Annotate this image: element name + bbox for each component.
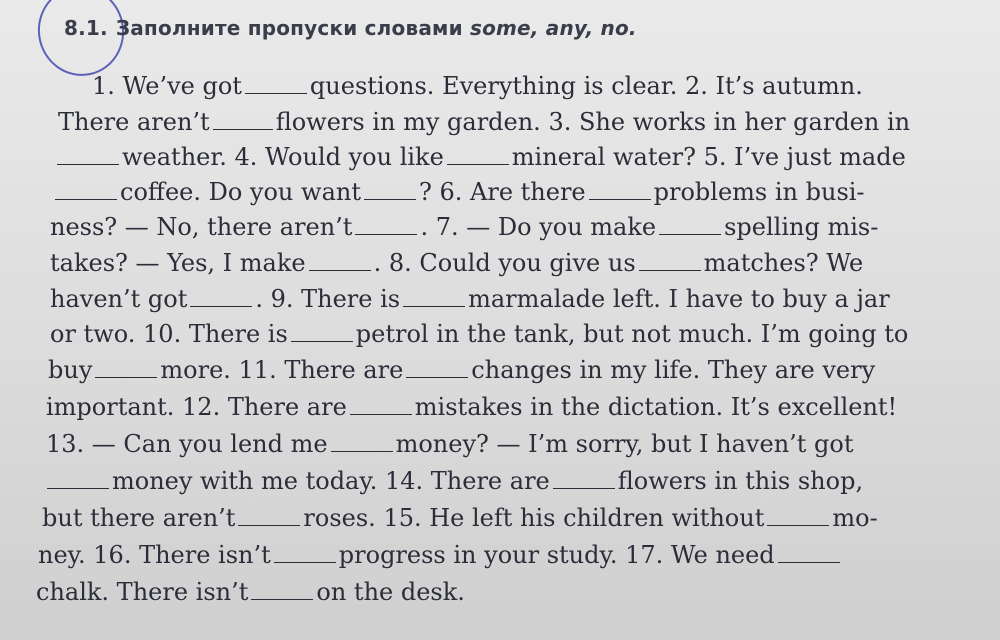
line-segment: buy <box>48 356 93 384</box>
answer-blank[interactable] <box>350 394 412 415</box>
line-segment: money? — I’m sorry, but I haven’t got <box>395 430 854 458</box>
line-segment: weather. 4. Would you like <box>122 143 444 171</box>
text-line <box>46 430 854 458</box>
text-line <box>52 178 865 206</box>
answer-blank[interactable] <box>251 579 313 600</box>
line-segment: problems in busi- <box>653 178 865 206</box>
line-segment: ney. 16. There isn’t <box>38 541 271 569</box>
exercise-words: some, any, no. <box>469 16 637 40</box>
answer-blank[interactable] <box>95 357 157 378</box>
answer-blank[interactable] <box>553 468 615 489</box>
answer-blank[interactable] <box>659 214 721 235</box>
answer-blank[interactable] <box>589 179 651 200</box>
line-segment: mo- <box>832 504 878 532</box>
line-segment: chalk. There isn’t <box>36 578 249 606</box>
answer-blank[interactable] <box>213 109 273 130</box>
line-segment: takes? — Yes, I make <box>50 249 306 277</box>
line-segment: mistakes in the dictation. It’s excellent! <box>414 393 898 421</box>
exercise-instruction: Заполните пропуски словами <box>115 16 463 40</box>
answer-blank[interactable] <box>55 179 117 200</box>
text-line <box>38 541 843 569</box>
answer-blank[interactable] <box>238 505 300 526</box>
answer-blank[interactable] <box>47 468 109 489</box>
line-segment: questions. Everything is clear. 2. It’s autumn. <box>309 72 863 100</box>
answer-blank[interactable] <box>274 542 336 563</box>
line-segment: . 7. — Do you make <box>420 213 657 241</box>
line-segment: coffee. Do you want <box>120 178 361 206</box>
line-segment: or two. 10. There is <box>50 320 288 348</box>
answer-blank[interactable] <box>331 431 393 452</box>
text-line <box>50 320 908 348</box>
text-line <box>50 213 878 241</box>
line-segment: roses. 15. He left his children without <box>303 504 765 532</box>
answer-blank[interactable] <box>364 179 416 200</box>
line-segment: 13. — Can you lend me <box>46 430 328 458</box>
line-segment: more. 11. There are <box>160 356 404 384</box>
exercise-number: 8.1. <box>64 16 108 40</box>
line-segment: haven’t got <box>50 285 188 313</box>
answer-blank[interactable] <box>291 321 353 342</box>
text-line <box>92 72 863 100</box>
text-line <box>46 393 897 421</box>
answer-blank[interactable] <box>403 286 465 307</box>
line-segment: There aren’t <box>58 108 210 136</box>
line-segment: changes in my life. They are very <box>471 356 876 384</box>
line-segment: spelling mis- <box>724 213 879 241</box>
answer-blank[interactable] <box>57 144 119 165</box>
line-segment: on the desk. <box>316 578 465 606</box>
text-line <box>54 143 906 171</box>
line-segment: progress in your study. 17. We need <box>338 541 775 569</box>
text-line <box>48 356 875 384</box>
line-segment: matches? We <box>703 249 864 277</box>
line-segment: flowers in this shop, <box>617 467 864 495</box>
line-segment: ? 6. Are there <box>418 178 586 206</box>
exercise-heading <box>64 16 637 40</box>
line-segment: . 9. There is <box>255 285 401 313</box>
answer-blank[interactable] <box>447 144 509 165</box>
line-segment: but there aren’t <box>42 504 236 532</box>
text-line <box>36 578 465 606</box>
answer-blank[interactable] <box>406 357 468 378</box>
answer-blank[interactable] <box>245 73 307 94</box>
line-segment: petrol in the tank, but not much. I’m going to <box>355 320 909 348</box>
answer-blank[interactable] <box>639 250 701 271</box>
text-line <box>42 504 878 532</box>
line-segment: flowers in my garden. 3. She works in her garden in <box>275 108 911 136</box>
answer-blank[interactable] <box>190 286 252 307</box>
answer-blank[interactable] <box>778 542 840 563</box>
answer-blank[interactable] <box>309 250 371 271</box>
line-segment: ness? — No, there aren’t <box>50 213 353 241</box>
text-line <box>44 467 863 495</box>
text-line <box>50 249 863 277</box>
line-segment: 1. We’ve got <box>92 72 242 100</box>
text-line <box>58 108 910 136</box>
line-segment: mineral water? 5. I’ve just made <box>511 143 906 171</box>
line-segment: . 8. Could you give us <box>373 249 636 277</box>
line-segment: money with me today. 14. There are <box>112 467 550 495</box>
line-segment: important. 12. There are <box>46 393 347 421</box>
text-line <box>50 285 890 313</box>
answer-blank[interactable] <box>355 214 417 235</box>
line-segment: marmalade left. I have to buy a jar <box>468 285 890 313</box>
answer-blank[interactable] <box>767 505 829 526</box>
